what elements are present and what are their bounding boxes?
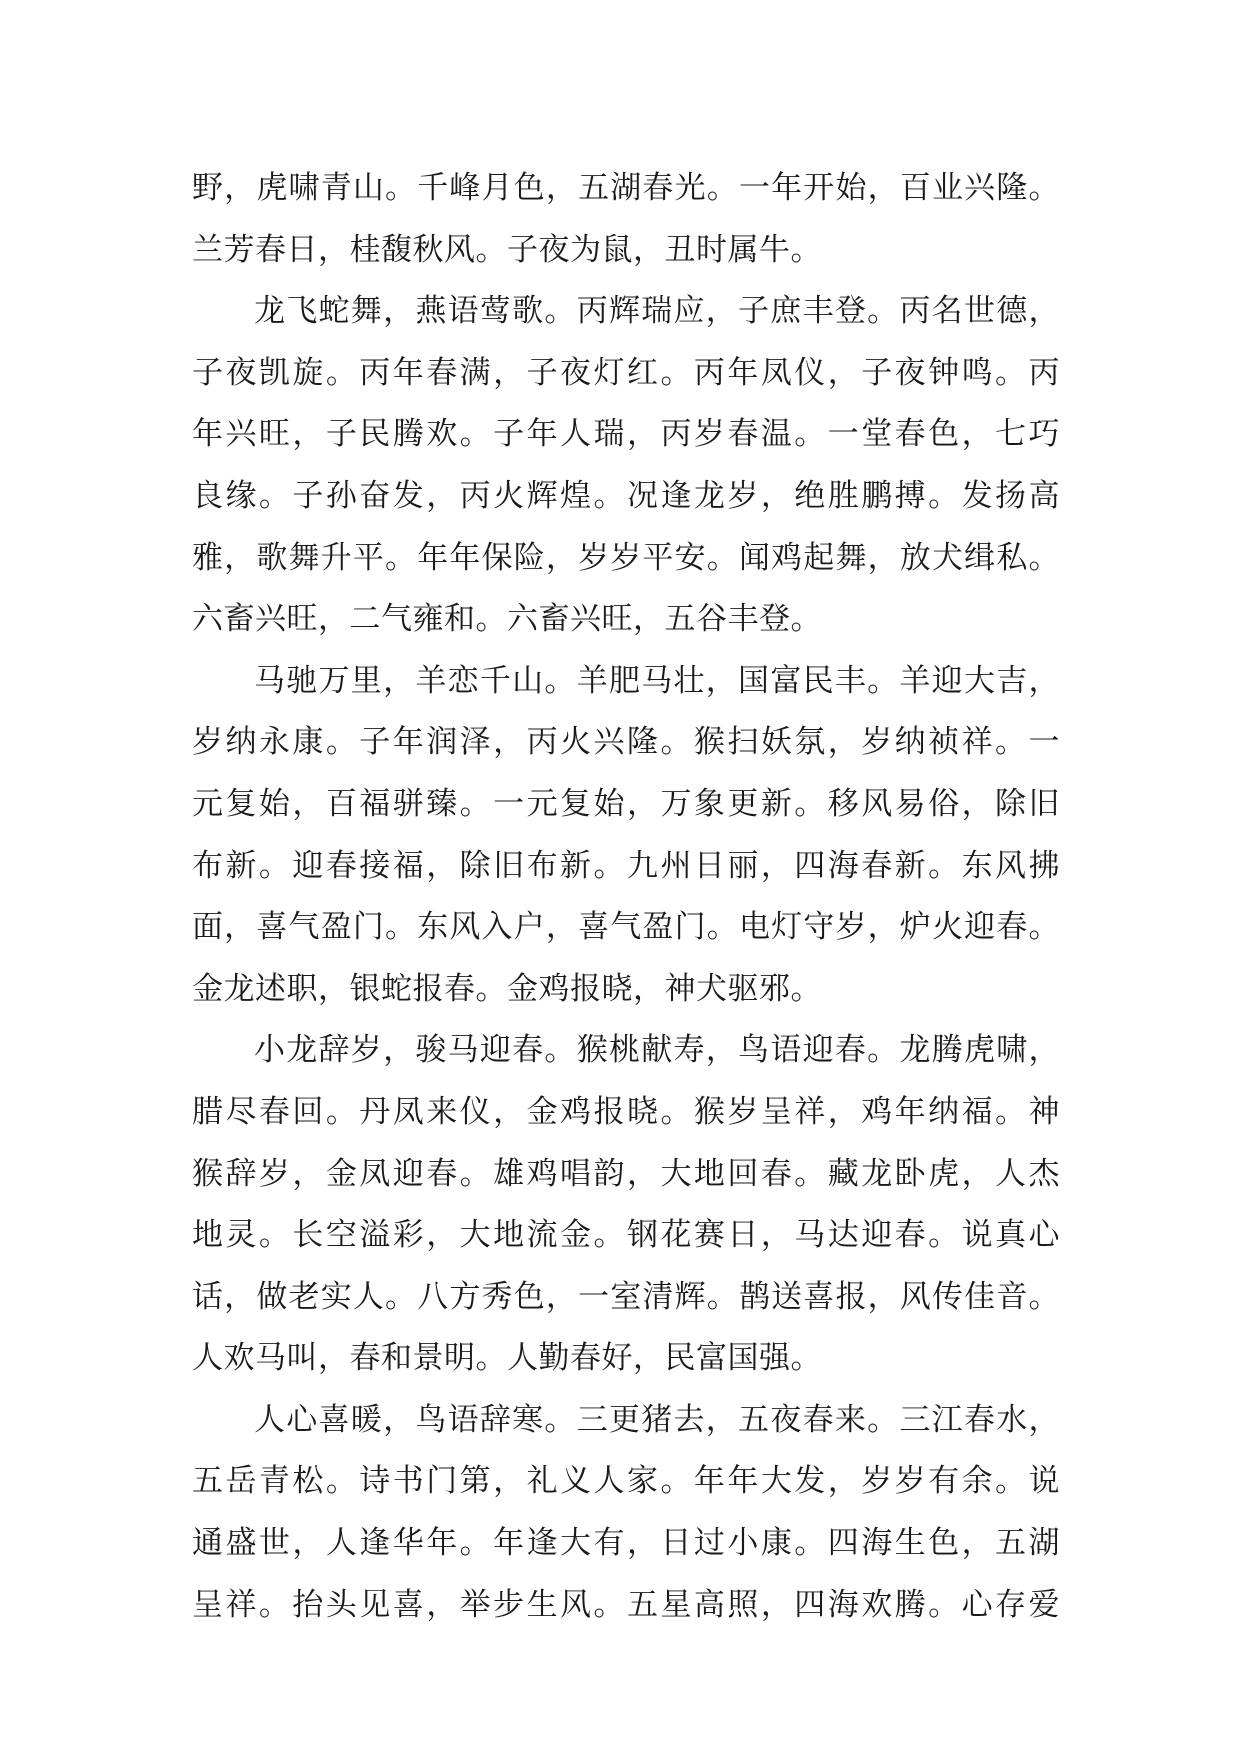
text-line: 龙飞蛇舞，燕语莺歌。丙辉瑞应，子庶丰登。丙名世德， — [254, 293, 1060, 330]
text-line: 雅，歌舞升平。年年保险，岁岁平安。闻鸡起舞，放犬缉私。 — [192, 539, 1060, 576]
text-line: 马驰万里，羊恋千山。羊肥马壮，国富民丰。羊迎大吉， — [254, 662, 1060, 699]
text-line: 良缘。子孙奋发，丙火辉煌。况逢龙岁，绝胜鹏搏。发扬高 — [192, 477, 1060, 514]
text-line: 金龙述职，银蛇报春。金鸡报晓，神犬驱邪。 — [192, 970, 822, 1007]
text-line: 人欢马叫，春和景明。人勤春好，民富国强。 — [192, 1340, 822, 1377]
text-line: 子夜凯旋。丙年春满，子夜灯红。丙年凤仪，子夜钟鸣。丙 — [192, 354, 1060, 391]
text-line: 元复始，百福骈臻。一元复始，万象更新。移风易俗，除旧 — [192, 785, 1060, 822]
text-line: 兰芳春日，桂馥秋风。子夜为鼠，丑时属牛。 — [192, 231, 822, 268]
document-body — [192, 158, 1060, 1636]
text-line: 六畜兴旺，二气雍和。六畜兴旺，五谷丰登。 — [192, 601, 822, 638]
text-line: 通盛世，人逢华年。年逢大有，日过小康。四海生色，五湖 — [192, 1525, 1060, 1562]
text-line: 年兴旺，子民腾欢。子年人瑞，丙岁春温。一堂春色，七巧 — [192, 416, 1060, 453]
text-line: 话，做老实人。八方秀色，一室清辉。鹊送喜报，风传佳音。 — [192, 1278, 1060, 1315]
text-line: 腊尽春回。丹凤来仪，金鸡报晓。猴岁呈祥，鸡年纳福。神 — [192, 1093, 1060, 1130]
text-line: 布新。迎春接福，除旧布新。九州日丽，四海春新。东风拂 — [192, 847, 1060, 884]
text-line: 地灵。长空溢彩，大地流金。钢花赛日，马达迎春。说真心 — [192, 1217, 1060, 1254]
text-line: 小龙辞岁，骏马迎春。猴桃献寿，鸟语迎春。龙腾虎啸， — [254, 1032, 1060, 1069]
text-line: 呈祥。抬头见喜，举步生风。五星高照，四海欢腾。心存爱 — [192, 1586, 1060, 1623]
text-line: 人心喜暖，鸟语辞寒。三更猪去，五夜春来。三江春水， — [254, 1401, 1060, 1438]
text-line: 岁纳永康。子年润泽，丙火兴隆。猴扫妖氛，岁纳祯祥。一 — [192, 724, 1060, 761]
text-line: 五岳青松。诗书门第，礼义人家。年年大发，岁岁有余。说 — [192, 1463, 1060, 1500]
text-line: 野，虎啸青山。千峰月色，五湖春光。一年开始，百业兴隆。 — [192, 170, 1060, 206]
text-line: 猴辞岁，金凤迎春。雄鸡唱韵，大地回春。藏龙卧虎，人杰 — [192, 1155, 1060, 1192]
text-line: 面，喜气盈门。东风入户，喜气盈门。电灯守岁，炉火迎春。 — [192, 909, 1060, 946]
